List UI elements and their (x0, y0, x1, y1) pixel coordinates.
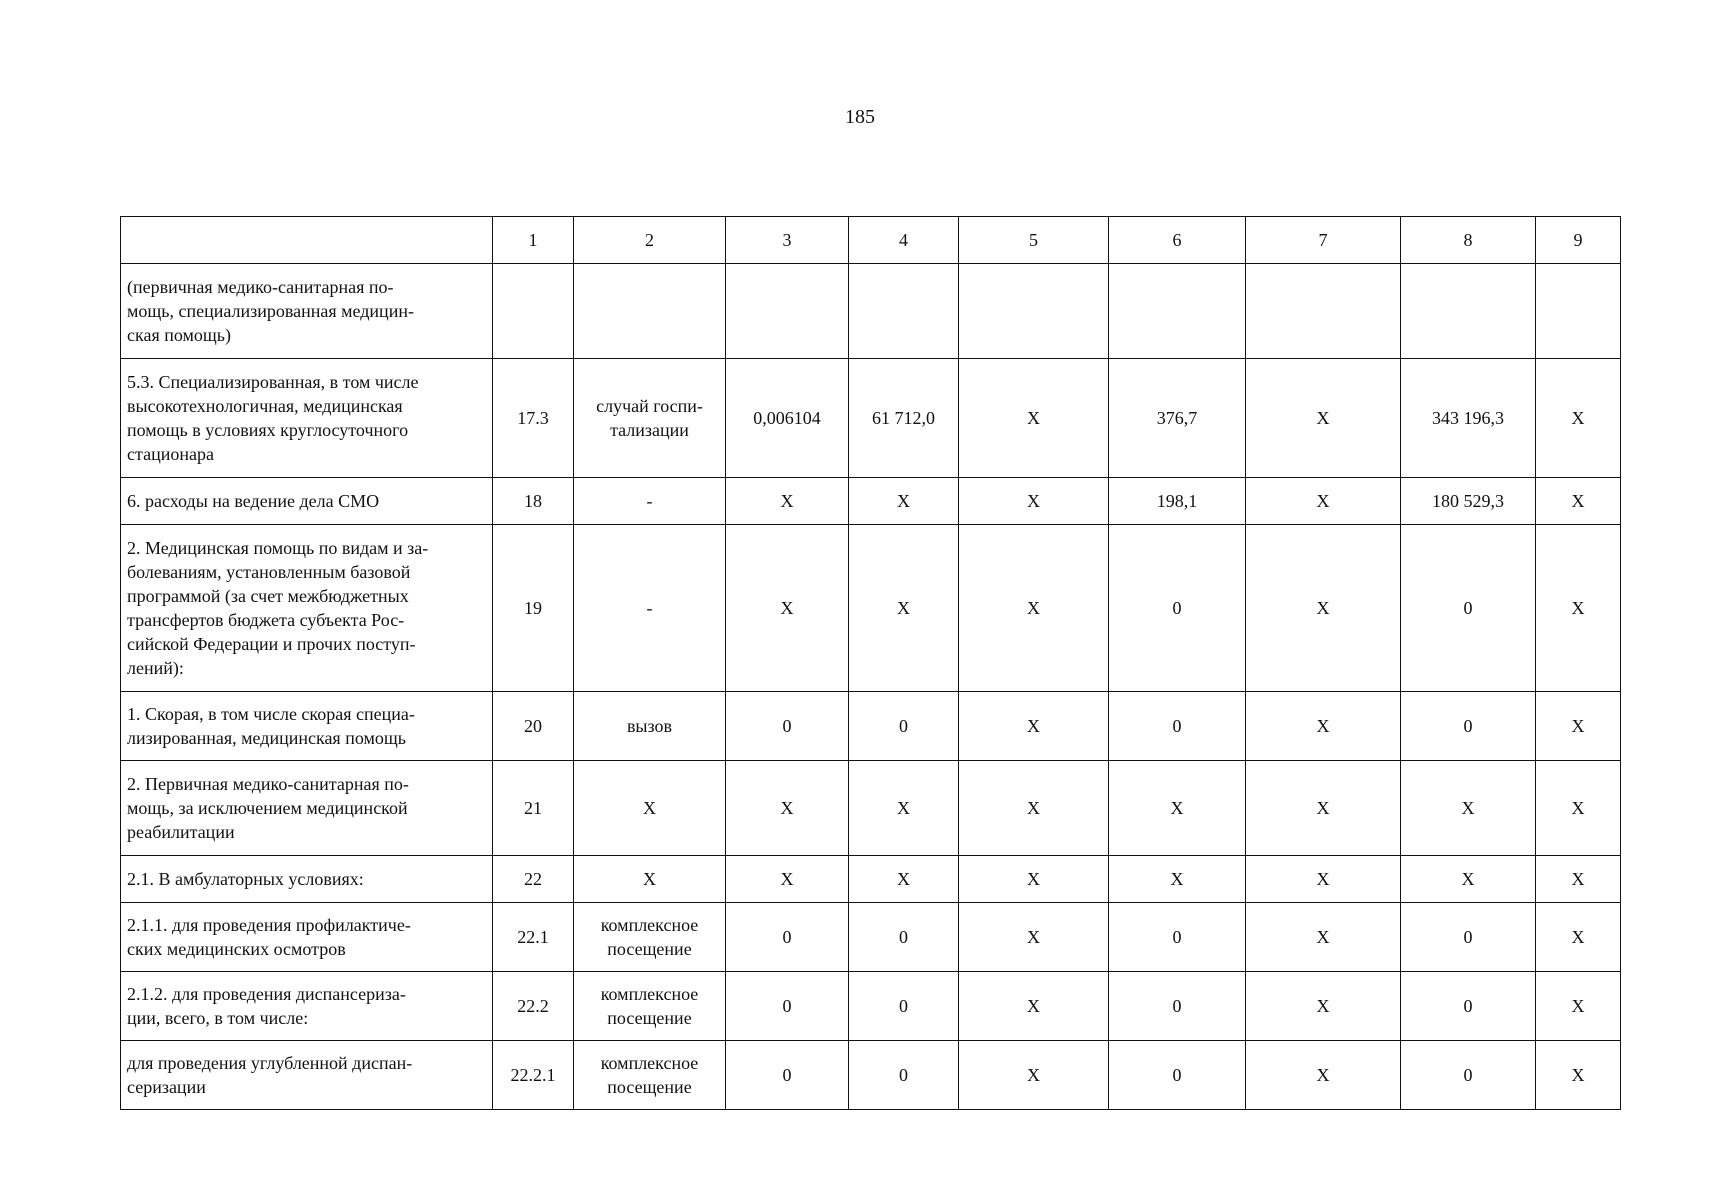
table-cell: X (1246, 1041, 1401, 1110)
table-cell: 22 (493, 856, 574, 903)
table-cell: 20 (493, 692, 574, 761)
table-cell: X (959, 761, 1109, 856)
table-row (121, 525, 1621, 692)
table-cell: X (959, 525, 1109, 692)
table-cell: 21 (493, 761, 574, 856)
row-description-cell: для проведения углубленной диспан- серизации (121, 1041, 493, 1110)
table-row (121, 761, 1621, 856)
page-number: 185 (845, 106, 875, 128)
table-cell: X (849, 761, 959, 856)
table-cell: вызов (574, 692, 726, 761)
table-cell: X (1536, 856, 1621, 903)
table-cell: 0 (1401, 972, 1536, 1041)
table-cell: X (1536, 478, 1621, 525)
table-cell: X (1109, 761, 1246, 856)
table-cell: X (849, 856, 959, 903)
table-cell (849, 264, 959, 359)
table-cell: 8 (1401, 217, 1536, 264)
table-row (121, 692, 1621, 761)
table-cell: 0 (849, 1041, 959, 1110)
table-cell: 0 (1109, 1041, 1246, 1110)
table-cell: 2 (574, 217, 726, 264)
table-cell: X (726, 761, 849, 856)
table-cell: - (574, 525, 726, 692)
table-cell: 0 (1401, 1041, 1536, 1110)
table-cell: X (1246, 692, 1401, 761)
table-cell: 18 (493, 478, 574, 525)
table-cell: 0 (1401, 525, 1536, 692)
table-cell: 22.1 (493, 903, 574, 972)
table-cell: X (1246, 856, 1401, 903)
table-row (121, 264, 1621, 359)
table-cell (959, 264, 1109, 359)
table-cell: 0 (1109, 525, 1246, 692)
data-table (120, 216, 1621, 1110)
table-cell: X (1536, 761, 1621, 856)
table-cell: X (959, 856, 1109, 903)
table-cell: X (1246, 903, 1401, 972)
table-cell: X (574, 761, 726, 856)
table-cell: комплексное посещение (574, 972, 726, 1041)
table-row (121, 478, 1621, 525)
table-cell (493, 264, 574, 359)
table-cell: 0 (849, 692, 959, 761)
row-description-cell: 2.1.1. для проведения профилактиче- ских медицинских осмотров (121, 903, 493, 972)
table-cell: X (1401, 856, 1536, 903)
table-cell: 0 (1401, 903, 1536, 972)
table-cell: 0 (1109, 972, 1246, 1041)
table-cell: случай госпи- тализации (574, 359, 726, 478)
table-cell: 19 (493, 525, 574, 692)
table-cell (574, 264, 726, 359)
table-cell: 198,1 (1109, 478, 1246, 525)
table-cell: X (1246, 478, 1401, 525)
row-description-cell: 5.3. Специализированная, в том числе высокотехнологичная, медицинская помощь в условиях круглосуточного стационара (121, 359, 493, 478)
table-cell: 343 196,3 (1401, 359, 1536, 478)
table-cell: 0,006104 (726, 359, 849, 478)
table-cell: X (959, 692, 1109, 761)
table-cell: 22.2.1 (493, 1041, 574, 1110)
row-description-cell: 2. Первичная медико-санитарная по- мощь, за исключением медицинской реабилитации (121, 761, 493, 856)
table-cell: X (1109, 856, 1246, 903)
table-cell: X (1536, 525, 1621, 692)
table-cell: 6 (1109, 217, 1246, 264)
table-cell: 0 (849, 903, 959, 972)
table-cell: 180 529,3 (1401, 478, 1536, 525)
table-cell: X (726, 478, 849, 525)
table-cell: 376,7 (1109, 359, 1246, 478)
table-cell: - (574, 478, 726, 525)
table-cell: 5 (959, 217, 1109, 264)
table-cell: X (849, 525, 959, 692)
table-cell: X (1536, 1041, 1621, 1110)
table-cell: X (959, 478, 1109, 525)
table-cell: 9 (1536, 217, 1621, 264)
table-cell: 0 (726, 972, 849, 1041)
table-cell: X (1246, 359, 1401, 478)
table-cell: 17.3 (493, 359, 574, 478)
table-cell: 0 (849, 972, 959, 1041)
table-cell: комплексное посещение (574, 1041, 726, 1110)
table-cell: 4 (849, 217, 959, 264)
table-cell: X (959, 359, 1109, 478)
table-cell (1401, 264, 1536, 359)
table-cell: X (1536, 903, 1621, 972)
table-cell: X (1536, 692, 1621, 761)
row-description-cell: 2. Медицинская помощь по видам и за- болеваниям, установленным базовой программой (за счет межбюджетных трансфертов бюджета субъекта Рос- сийской Федерации и прочих поступ- лений): (121, 525, 493, 692)
table-cell: X (1536, 359, 1621, 478)
table-row (121, 359, 1621, 478)
table-cell: X (1246, 972, 1401, 1041)
table-cell: X (726, 856, 849, 903)
table-cell: X (1401, 761, 1536, 856)
row-description-cell: (первичная медико-санитарная по- мощь, специализированная медицин- ская помощь) (121, 264, 493, 359)
row-description-cell: 2.1.2. для проведения диспансериза- ции, всего, в том числе: (121, 972, 493, 1041)
table-cell: X (574, 856, 726, 903)
table-cell (726, 264, 849, 359)
table-cell: 7 (1246, 217, 1401, 264)
table-cell: 22.2 (493, 972, 574, 1041)
table-cell: 0 (726, 1041, 849, 1110)
table-cell: 0 (1109, 903, 1246, 972)
row-description-cell: 6. расходы на ведение дела СМО (121, 478, 493, 525)
table-row (121, 1041, 1621, 1110)
row-description-cell: 1. Скорая, в том числе скорая специа- лизированная, медицинская помощь (121, 692, 493, 761)
table-cell: X (726, 525, 849, 692)
table-cell (1109, 264, 1246, 359)
table-cell: X (849, 478, 959, 525)
table-cell: X (959, 972, 1109, 1041)
table-cell (1246, 264, 1401, 359)
table-row (121, 856, 1621, 903)
table-cell: X (959, 903, 1109, 972)
table-cell: 3 (726, 217, 849, 264)
table-cell (1536, 264, 1621, 359)
table-cell: 1 (493, 217, 574, 264)
table-cell: X (1536, 972, 1621, 1041)
row-description-cell (121, 217, 493, 264)
table-row (121, 972, 1621, 1041)
table-cell: 0 (726, 692, 849, 761)
table-cell: X (959, 1041, 1109, 1110)
table-cell: 0 (726, 903, 849, 972)
table-cell: X (1246, 525, 1401, 692)
table-cell: комплексное посещение (574, 903, 726, 972)
table-cell: 0 (1109, 692, 1246, 761)
table-cell: 61 712,0 (849, 359, 959, 478)
row-description-cell: 2.1. В амбулаторных условиях: (121, 856, 493, 903)
table-row (121, 903, 1621, 972)
table-cell: X (1246, 761, 1401, 856)
column-number-row (121, 217, 1621, 264)
table-cell: 0 (1401, 692, 1536, 761)
